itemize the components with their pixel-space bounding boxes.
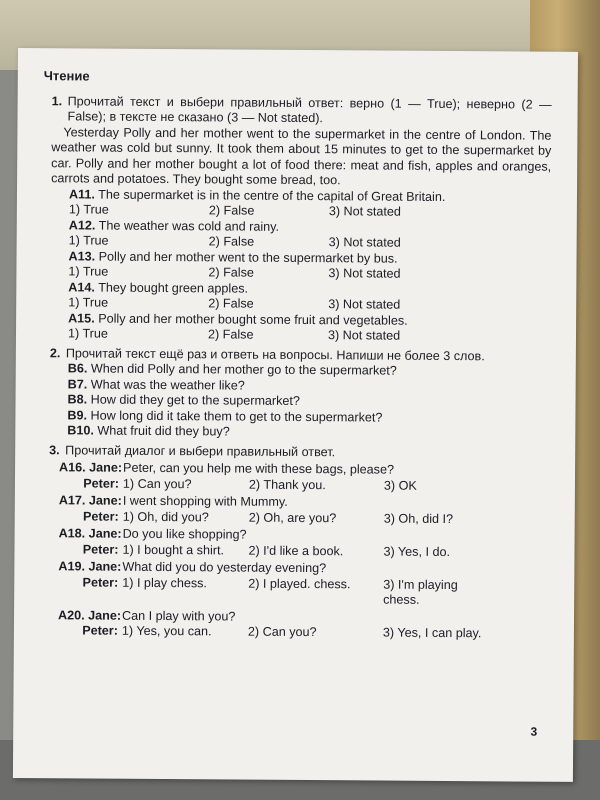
question-text: Polly and her mother went to the supermarket by bus. — [98, 249, 398, 266]
speaker-label: A17. Jane: — [58, 493, 122, 508]
task-1-header — [43, 94, 551, 129]
answer-options — [42, 326, 550, 345]
speaker-label: Peter: — [82, 541, 119, 557]
speaker-label: A19. Jane: — [58, 559, 122, 574]
option-true: 1) True — [68, 233, 109, 248]
dialog — [40, 559, 548, 609]
option-true: 1) True — [67, 326, 108, 341]
answer-option-2: 2) Thank you. — [248, 477, 326, 492]
jane-text: Peter, can you help me with these bags, please? — [123, 460, 395, 477]
answer-option-3: 3) Yes, I can play. — [382, 625, 482, 641]
peter-answers — [59, 509, 549, 528]
task-2 — [41, 346, 550, 443]
question-text: How did they get to the supermarket? — [90, 392, 301, 408]
speaker-label: A16. Jane: — [59, 460, 123, 475]
jane-text: I went shopping with Mummy. — [122, 493, 288, 509]
question-text: The weather was cold and rainy. — [98, 218, 280, 234]
question-id: B7. — [67, 376, 88, 391]
option-not-stated: 3) Not stated — [327, 328, 401, 343]
question-text: The supermarket is in the centre of the capital of Great Britain. — [98, 187, 446, 204]
option-false: 2) False — [208, 234, 255, 249]
answer-option-1: 1) I bought a shirt. — [122, 542, 225, 557]
task-1 — [42, 94, 552, 346]
question-id: A13. — [68, 248, 96, 264]
answer-option-2: 2) Can you? — [247, 624, 317, 640]
dialog — [40, 608, 548, 643]
option-true: 1) True — [68, 264, 109, 279]
option-false: 2) False — [208, 296, 254, 311]
question-id: B10. — [67, 423, 94, 438]
question — [41, 423, 549, 442]
answer-option-2: 2) Oh, are you? — [248, 510, 337, 525]
task-instruction: Прочитай текст и выбери правильный ответ: верно (1 — True); неверно (2 — False); в тексте не сказано (3 — Not stated). — [67, 93, 552, 126]
option-true: 1) True — [68, 295, 109, 310]
option-not-stated: 3) Not stated — [328, 297, 401, 312]
peter-answers — [59, 476, 549, 495]
task-3-header — [41, 443, 549, 462]
page-content — [40, 68, 552, 642]
question-id: A14. — [68, 279, 95, 295]
option-not-stated: 3) Not stated — [328, 266, 401, 281]
peter-answers — [58, 575, 548, 609]
question-text: When did Polly and her mother go to the supermarket? — [90, 361, 397, 378]
task-instruction: Прочитай текст ещё раз и ответь на вопросы. Напиши не более 3 слов. — [65, 345, 485, 363]
task-number: 1. — [51, 93, 63, 108]
dialog — [40, 526, 548, 561]
speaker-label: Peter: — [82, 574, 119, 590]
peter-answers — [58, 542, 548, 561]
answer-option-3: 3) Oh, did I? — [383, 511, 454, 526]
dialog — [41, 460, 549, 495]
task-number: 3. — [49, 442, 60, 457]
question-id: A11. — [68, 186, 95, 202]
question-text: How long did it take them to get to the supermarket? — [90, 408, 383, 425]
answer-option-1: 1) Yes, you can. — [121, 623, 212, 639]
workbook-page — [13, 48, 578, 782]
dialog — [41, 493, 549, 528]
question-text: They bought green apples. — [98, 280, 249, 296]
answer-option-2: 2) I'd like a book. — [248, 543, 344, 558]
section-title: Чтение — [43, 68, 90, 84]
peter-answers — [58, 623, 548, 642]
question-id: B8. — [67, 392, 88, 407]
task-number: 2. — [49, 345, 61, 360]
option-false: 2) False — [207, 327, 254, 342]
page-number: 3 — [530, 724, 538, 739]
answer-option-3: 3) OK — [383, 478, 417, 493]
task-3 — [40, 443, 549, 643]
jane-text: What did you do yesterday evening? — [122, 559, 327, 576]
answer-option-1: 1) Can you? — [122, 476, 192, 491]
speaker-label: A18. Jane: — [58, 526, 122, 541]
jane-text: Can I play with you? — [121, 608, 236, 624]
question-text: Polly and her mother bought some fruit and vegetables. — [98, 311, 408, 328]
question-text: What fruit did they buy? — [97, 423, 230, 439]
answer-option-2: 2) I played. chess. — [248, 576, 351, 591]
option-true: 1) True — [68, 202, 109, 217]
answer-option-1: 1) Oh, did you? — [122, 509, 209, 524]
task-instruction: Прочитай диалог и выбери правильный ответ. — [65, 442, 336, 459]
answer-option-3: 3) Yes, I do. — [383, 544, 451, 559]
question-id: B6. — [67, 361, 88, 376]
question-id: A15. — [68, 310, 95, 326]
option-false: 2) False — [208, 265, 254, 280]
option-false: 2) False — [208, 203, 255, 218]
speaker-label: A20. Jane: — [57, 607, 122, 623]
reading-text: Yesterday Polly and her mother went to the supermarket in the centre of London. The weather was cold but sunny. It took them about 15 minutes to get to the supermarket by car. Polly and her mother bought a lot of food there: meat and fish, apples and oranges, carrots and potatoes. They bought some bread, too. — [51, 124, 552, 188]
question-id: A12. — [68, 217, 96, 233]
jane-text: Do you like shopping? — [122, 526, 247, 542]
option-not-stated: 3) Not stated — [328, 235, 401, 250]
answer-option-1: 1) I play chess. — [122, 575, 208, 590]
question-id: B9. — [67, 407, 88, 422]
option-not-stated: 3) Not stated — [328, 204, 402, 219]
speaker-label: Peter: — [82, 508, 119, 524]
answer-option-3: 3) I'm playing chess. — [383, 577, 458, 607]
speaker-label: Peter: — [83, 475, 120, 491]
speaker-label: Peter: — [82, 623, 118, 638]
question-text: What was the weather like? — [90, 377, 245, 393]
